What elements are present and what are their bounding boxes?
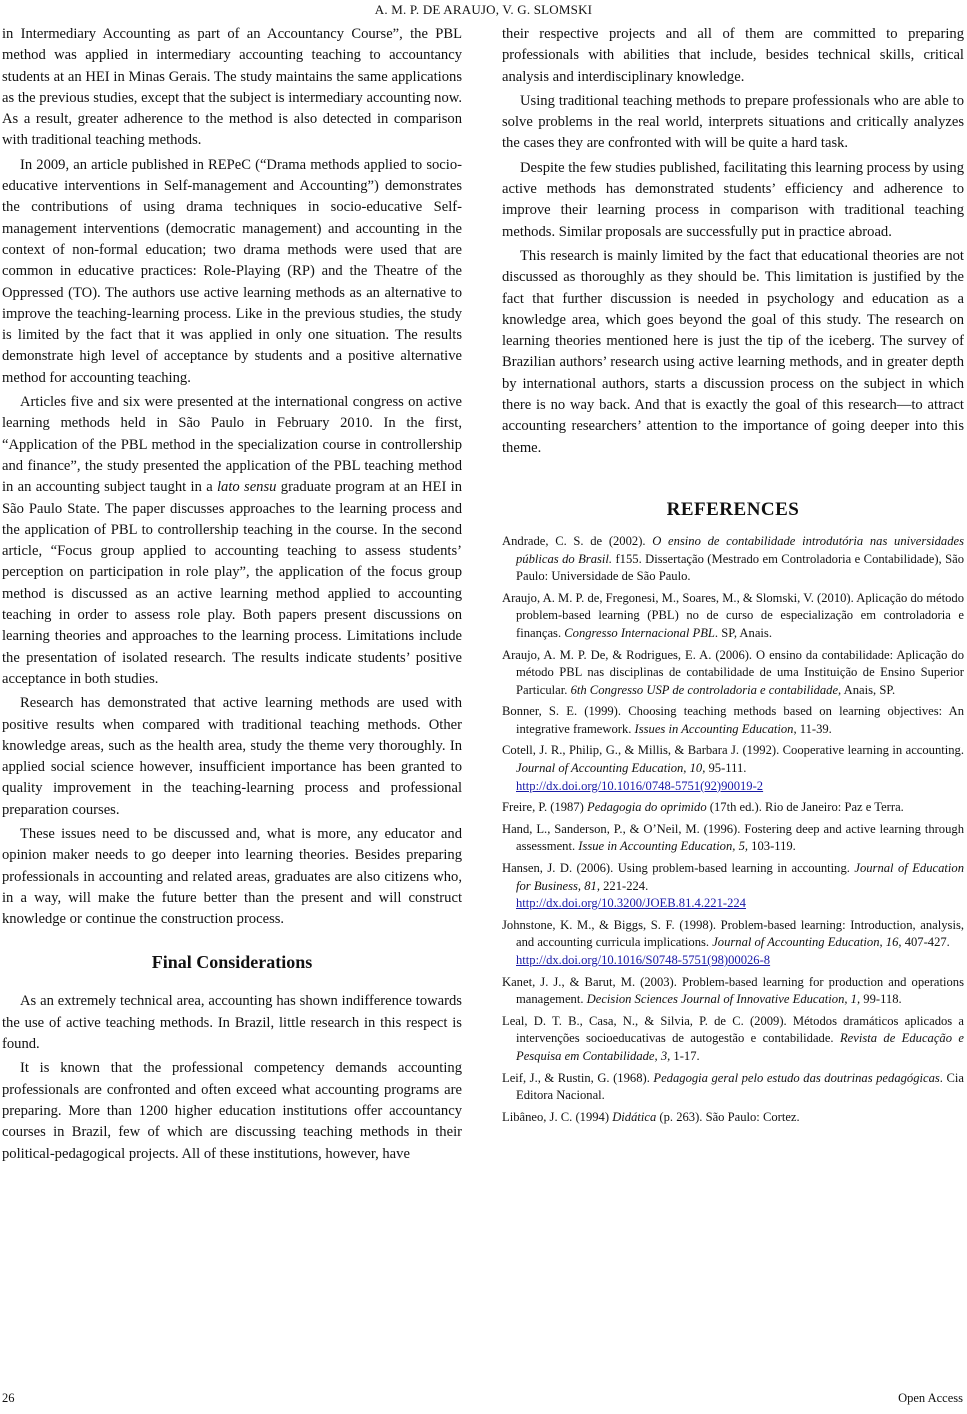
reference-entry: Leal, D. T. B., Casa, N., & Silvia, P. de C. (2009). Métodos dramáticos aplicados a intervenções socioeducativas de autogestão e contabilidade. Revista de Educação e Pesquisa em Contabilidade, 3, 1-17.	[502, 1013, 964, 1063]
body-paragraph: Research has demonstrated that active learning methods are used with positive results when compared with traditional teaching methods. Other knowledge areas, such as the health area, study the theme very thoroughly. In applied social science however, insufficient importance has been granted to quality improvement in the teaching-learning process and professional preparation courses.	[2, 695, 462, 818]
reference-entry: Andrade, C. S. de (2002). O ensino de contabilidade introdutória nas universidades públicas do Brasil. f155. Dissertação (Mestrado em Controladoria e Contabilidade), São Paulo: Universidade de São Paulo.	[502, 533, 964, 584]
reference-entry: Araujo, A. M. P. de, Fregonesi, M., Soares, M., & Slomski, V. (2010). Aplicação do método problem-based learning (PBL) no de curso de especialização em controladoria e finanças. Congresso Internacional PBL. SP, Anais.	[502, 590, 964, 640]
doi-link[interactable]: http://dx.doi.org/10.1016/S0748-5751(98)00026-8	[516, 953, 771, 967]
body-paragraph: In 2009, an article published in REPeC (“Drama methods applied to socio-educative interventions in Self-management and Accounting”) demonstrates the contributions of using drama techniques in socio-educative Self-management interventions (democratic management) and accounting in the context of non-formal education; two drama methods were used that are common in educative practices: Role-Playing (RP) and the Theatre of the Oppressed (TO). The authors use active learning methods as an alternative to improve the teaching-learning process. Like in the previous studies, the study is limited by the fact that it was applied in only one situation. The results demonstrate high level of acceptance by students and a positive alternative method for accounting teaching.	[2, 156, 462, 386]
reference-entry: Libâneo, J. C. (1994) Didática (p. 263). São Paulo: Cortez.	[502, 1109, 800, 1124]
reference-list	[502, 533, 964, 1126]
reference-entry: Hansen, J. D. (2006). Using problem-based learning in accounting. Journal of Education for Business, 81, 221-224. http://dx.doi.org/10.3200/JOEB.81.4.221-224	[502, 861, 964, 911]
reference-title: Congresso Internacional PBL	[564, 625, 715, 640]
reference-title: Journal of Education for Business, 81,	[516, 861, 964, 893]
reference-entry: Freire, P. (1987) Pedagogia do oprimido (17th ed.). Rio de Janeiro: Paz e Terra.	[502, 800, 904, 815]
reference-title: Journal of Accounting Education, 10,	[516, 761, 706, 776]
body-paragraph: This research is mainly limited by the fact that educational theories are not discussed as thoroughly as they should be. This limitation is justified by the fact that further discussion is needed in psychology and education as a knowledge area, which goes beyond the goal of this study. The research on learning theories mentioned here is just the tip of the iceberg. The survey of Brazilian authors’ research using active learning methods, and in greater depth by international authors, starts a discussion process on the subject in which there is no way back. And that is exactly the goal of this research—to attract accounting researchers’ attention to the importance of going deeper into this theme.	[502, 247, 964, 456]
reference-title: Journal of Accounting Education, 16,	[712, 935, 902, 950]
body-paragraph: Articles five and six were presented at the international congress on active learning methods held in São Paulo in February 2010. In the first, “Application of the PBL method in the specialization course in controllership and finance”, the study presented the application of the PBL teaching method in an accounting subject taught in a lato sensu graduate program at an HEI in São Paulo State. The paper discusses approaches to the learning process and the application of PBL to controllership teaching in the course. In the second article, “Focus group applied to accounting teaching to assess students’ perception on participation in role play”, the application of the focus group method is discussed as an active learning method applied to accounting teaching in order to assess role play. Both papers present discussions on learning theories and approaches to the learning process. Limitations include the presentation of isolated research. The results indicate students’ positive acceptance in both studies.	[2, 394, 462, 687]
reference-entry: Hand, L., Sanderson, P., & O’Neil, M. (1996). Fostering deep and active learning through assessment. Issue in Accounting Education, 5, 103-119.	[502, 821, 964, 854]
reference-entry: Cotell, J. R., Philip, G., & Millis, & Barbara J. (1992). Cooperative learning in accounting. Journal of Accounting Education, 10, 95-111. http://dx.doi.org/10.1016/0748-5751(92)90019-2	[502, 743, 964, 793]
reference-title: Pedagogia geral pelo estudo das doutrinas pedagógicas	[653, 1070, 940, 1085]
body-paragraph: their respective projects and all of them are committed to preparing professionals with abilities that include, besides technical skills, critical analysis and interdisciplinary knowledge.	[502, 26, 964, 85]
body-paragraph: As an extremely technical area, accounting has shown indifference towards the use of active teaching methods. In Brazil, little research in this respect is found.	[2, 993, 462, 1053]
reference-title: Revista de Educação e Pesquisa em Contabilidade, 3,	[516, 1031, 964, 1063]
body-paragraph: in Intermediary Accounting as part of an Accountancy Course”, the PBL method was applied in intermediary accounting teaching to accountancy students at an HEI in Minas Gerais. The study maintains the same applications as the previous studies, except that the subject is intermediary accounting now. As a result, greater adherence to the method is also detected in comparison with traditional teaching methods.	[2, 26, 462, 149]
reference-entry: Kanet, J. J., & Barut, M. (2003). Problem-based learning for production and operations management. Decision Sciences Journal of Innovative Education, 1, 99-118.	[502, 974, 964, 1007]
reference-entry: Bonner, S. E. (1999). Choosing teaching methods based on learning objectives: An integrative framework. Issues in Accounting Education, 11-39.	[502, 704, 964, 736]
left-column	[2, 24, 462, 1168]
reference-title: Pedagogia do oprimido	[587, 800, 707, 815]
reference-title: O ensino de contabilidade introdutória nas universidades públicas do Brasil.	[516, 533, 964, 566]
body-paragraph: These issues need to be discussed and, what is more, any educator and opinion maker needs to go deeper into learning theories. Besides preparing professionals in accounting and related areas, graduates are also citizens who, in a way, will make the future better than the present and will construct knowledge or continue the construction process.	[2, 825, 462, 928]
doi-link[interactable]: http://dx.doi.org/10.3200/JOEB.81.4.221-224	[516, 896, 746, 911]
right-column	[502, 24, 964, 1130]
reference-title: Issues in Accounting Education	[634, 721, 794, 736]
page-number: 26	[2, 1391, 15, 1405]
body-paragraph: Using traditional teaching methods to prepare professionals who are able to solve problems in the real world, interprets situations and critically analyzes the cases they are confronted with will be quite a hard task.	[502, 92, 964, 152]
body-paragraph: It is known that the professional competency demands accounting professionals are confronted and often exceed what accounting programs are preparing. More than 1200 higher education institutions offer accountancy courses in Brazil, few of which are discussing teaching methods in their political-pedagogical projects. All of these institutions, however, have	[2, 1060, 462, 1162]
italic-term: lato sensu	[217, 479, 277, 496]
footer-label: Open Access	[898, 1391, 963, 1405]
body-paragraph: Despite the few studies published, facilitating this learning process by using active methods has demonstrated students’ efficiency and adherence to improve their learning process in comparison with traditional teaching methods. Similar proposals are successfully put in practice abroad.	[502, 159, 964, 240]
reference-title: Decision Sciences Journal of Innovative Education, 1,	[586, 992, 861, 1007]
reference-title: Didática	[612, 1109, 657, 1124]
reference-title: Issue in Accounting Education, 5,	[578, 839, 749, 854]
reference-entry: Araujo, A. M. P. De, & Rodrigues, E. A. (2006). O ensino da contabilidade: Aplicação do método PBL nas disciplinas de contabilidade de uma Instituição de Ensino Superior Particular. 6th Congresso USP de controladoria e contabilidade, Anais, SP.	[502, 647, 964, 697]
reference-entry: Johnstone, K. M., & Biggs, S. F. (1998). Problem-based learning: Introduction, analysis, and accounting curricula implications. Journal of Accounting Education, 16, 407-427. http://dx.doi.org/10.1016/S0748-5751(98)00026-8	[502, 917, 964, 967]
running-head: A. M. P. DE ARAUJO, V. G. SLOMSKI	[374, 2, 593, 17]
section-heading: Final Considerations	[151, 952, 313, 973]
reference-entry: Leif, J., & Rustin, G. (1968). Pedagogia geral pelo estudo das doutrinas pedagógicas. Cia Editora Nacional.	[502, 1070, 964, 1103]
doi-link[interactable]: http://dx.doi.org/10.1016/0748-5751(92)90019-2	[516, 778, 764, 793]
references-heading: REFERENCES	[666, 498, 800, 520]
reference-title: 6th Congresso USP de controladoria e contabilidade	[570, 682, 839, 697]
